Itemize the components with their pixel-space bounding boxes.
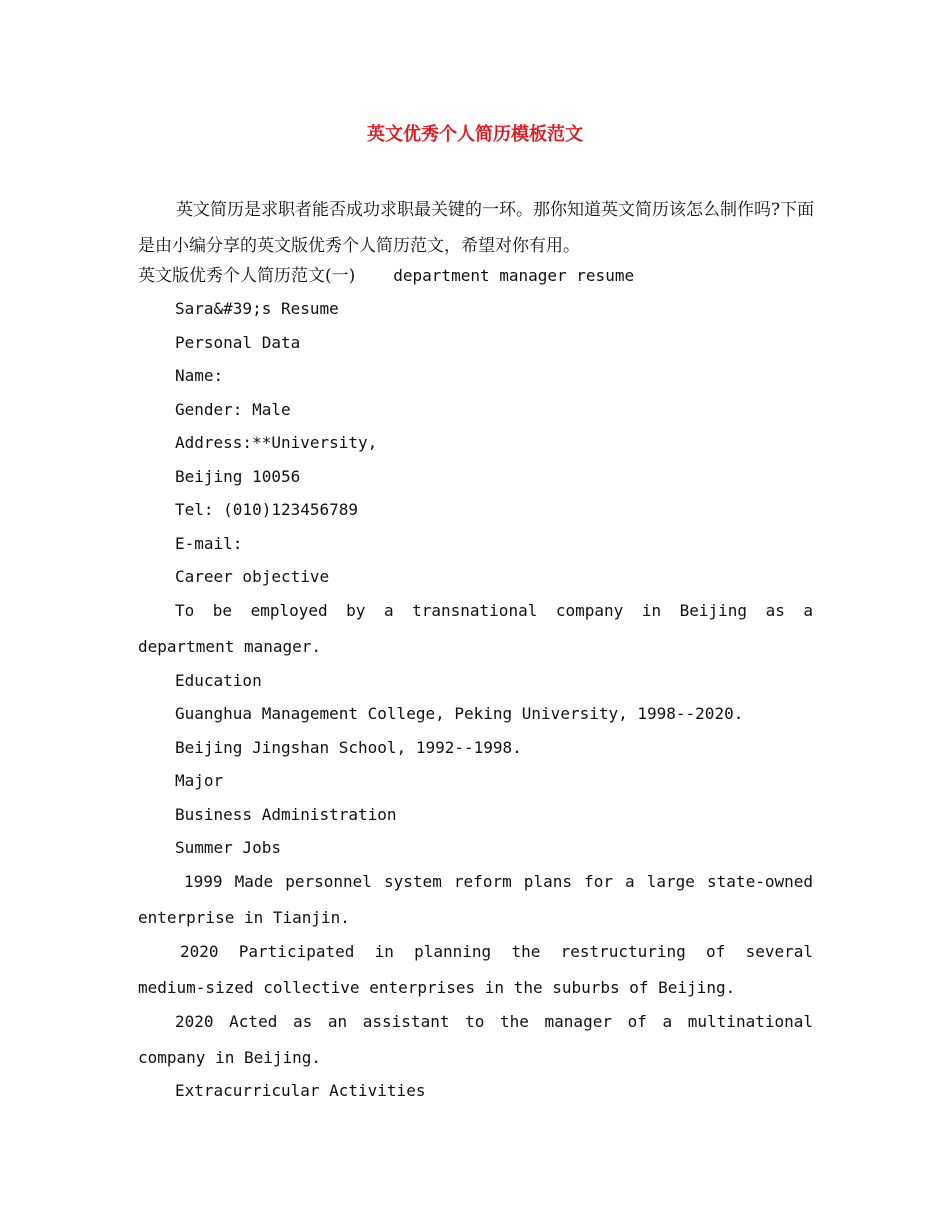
tel-line: Tel: (010)123456789 — [175, 500, 359, 519]
education-item: Guanghua Management College, Peking University, 1998--2020. — [175, 704, 744, 723]
education-item: Beijing Jingshan School, 1992--1998. — [175, 738, 522, 757]
resume-title: Sara&#39;s Resume — [175, 299, 339, 318]
address-line-2: Beijing 10056 — [175, 467, 301, 486]
extracurricular-heading: Extracurricular Activities — [175, 1081, 426, 1100]
major-text: Business Administration — [175, 805, 397, 824]
personal-data-heading: Personal Data — [175, 333, 301, 352]
document-title: 英文优秀个人简历模板范文 — [367, 124, 583, 145]
summer-job-item: 1999 Made personnel system reform plans for a large state-owned enterprise in Tianjin. — [138, 872, 813, 927]
section-heading: 英文版优秀个人简历范文(一) — [138, 266, 356, 286]
email-label: E-mail: — [175, 534, 243, 553]
summer-job-item: 2020 Acted as an assistant to the manager of a multinational company in Beijing. — [138, 1012, 813, 1067]
gender-line: Gender: Male — [175, 400, 291, 419]
name-label: Name: — [175, 366, 224, 385]
intro-paragraph: 英文简历是求职者能否成功求职最关键的一环。那你知道英文简历该怎么制作吗?下面是由小编分享的英文版优秀个人简历范文，希望对你有用。 — [138, 200, 815, 256]
section-subtitle: department manager resume — [393, 266, 635, 285]
career-objective-text: To be employed by a transnational company in Beijing as a department manager. — [138, 601, 813, 656]
career-objective-heading: Career objective — [175, 567, 330, 586]
summer-jobs-heading: Summer Jobs — [175, 838, 281, 857]
summer-job-item: 2020 Participated in planning the restructuring of several medium-sized collective enterprises in the suburbs of Beijing. — [138, 942, 813, 997]
section-heading-line — [138, 265, 634, 287]
education-heading: Education — [175, 671, 262, 690]
major-heading: Major — [175, 771, 224, 790]
address-line-1: Address:**University, — [175, 433, 378, 452]
